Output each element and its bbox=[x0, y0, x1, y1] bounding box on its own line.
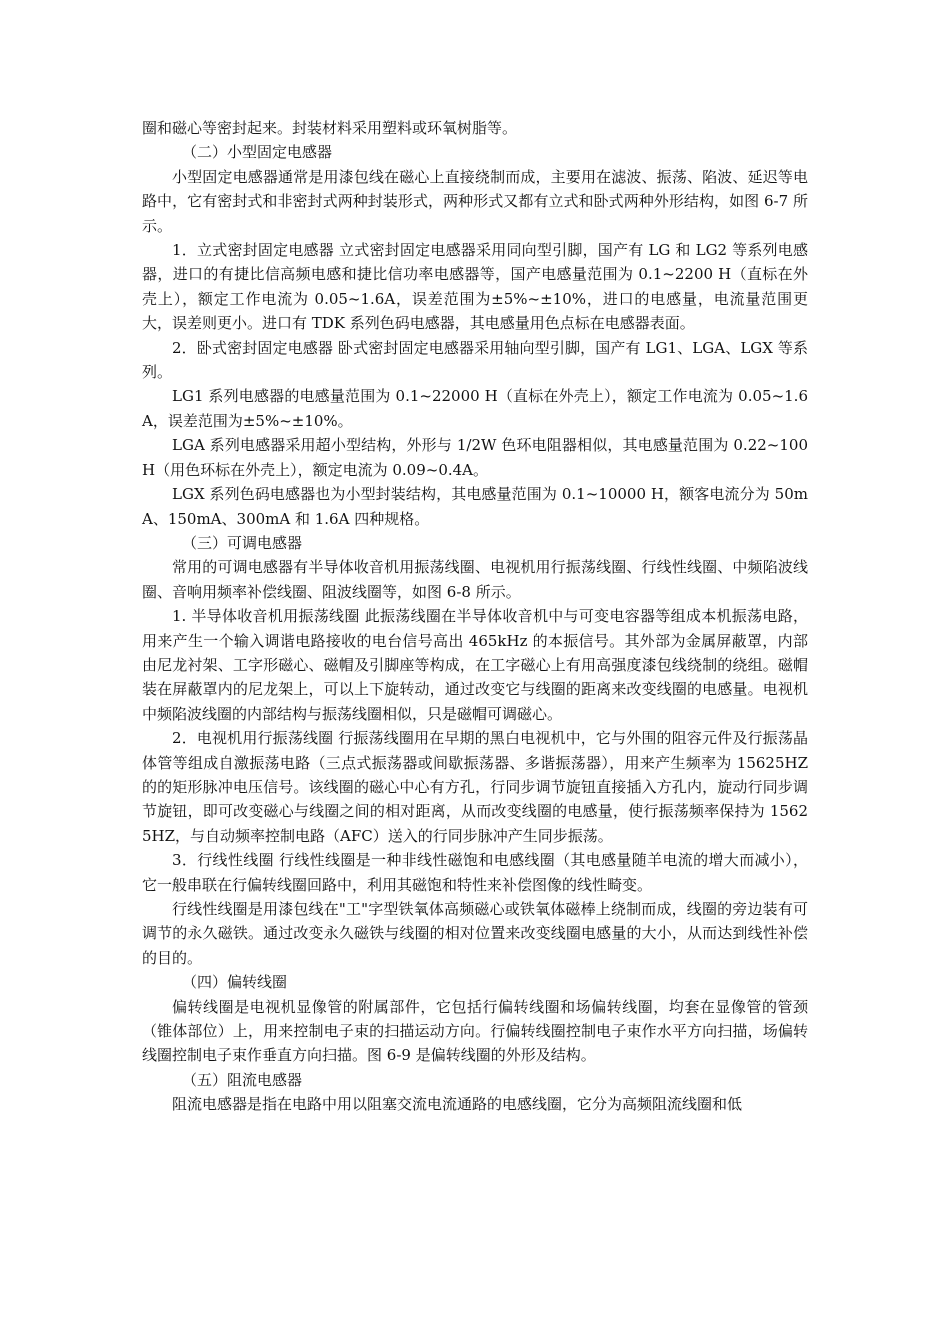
paragraph-deflection-coil: 偏转线圈是电视机显像管的附属部件，它包括行偏转线圈和场偏转线圈，均套在显像管的管颈（锥体部位）上，用来控制电子束的扫描运动方向。行偏转线圈控制电子束作水平方向扫描，场偏转线圈控制电子束作垂直方向扫描。图 6-9 是偏转线圈的外形及结构。 bbox=[142, 997, 808, 1065]
paragraph-small-fixed-intro: 小型固定电感器通常是用漆包线在磁心上直接绕制而成，主要用在滤波、振荡、陷波、延迟等电路中，它有密封式和非密封式两种封装形式，两种形式又都有立式和卧式两种外形结构，如图 6-7 所示。 bbox=[142, 167, 808, 235]
section-heading-small-fixed-inductor: （二）小型固定电感器 bbox=[182, 143, 333, 162]
paragraph-tv-horizontal-oscillator: 2．电视机用行振荡线圈 行振荡线圈用在早期的黑白电视机中，它与外围的阻容元件及行振荡晶体管等组成自激振荡电路（三点式振荡器或间歇振荡器、多谐振荡器），用来产生频率为 15625HZ 的的矩形脉冲电压信号。该线圈的磁心中心有方孔，行同步调节旋钮直接插入方孔内，旋动行同步调节旋钮，即可改变磁心与线圈之间的相对距离，从而改变线圈的电感量，使行振荡频率保持为 15625HZ，与自动频率控制电路（AFC）送入的行同步脉冲产生同步振荡。 bbox=[142, 729, 808, 845]
paragraph-linearity-coil: 3．行线性线圈 行线性线圈是一种非线性磁饱和电感线圈（其电感量随羊电流的增大而减小），它一般串联在行偏转线圈回路中，利用其磁饱和特性来补偿图像的线性畸变。 bbox=[142, 851, 808, 894]
paragraph-adjustable-intro: 常用的可调电感器有半导体收音机用振荡线圈、电视机用行振荡线圈、行线性线圈、中频陷波线圈、音响用频率补偿线圈、阻波线圈等，如图 6-8 所示。 bbox=[142, 558, 808, 601]
paragraph-vertical-sealed: 1．立式密封固定电感器 立式密封固定电感器采用同向型引脚，国产有 LG 和 LG2 等系列电感器，进口的有捷比信高频电感和捷比信功率电感器等，国产电感量范围为 0.1~2200 H（直标在外壳上），额定工作电流为 0.05~1.6A，误差范围为±5%~±10%，进口的电感量，电流量范围更大，误差则更小。进口有 TDK 系列色码电感器，其电感量用色点标在电感器表面。 bbox=[142, 241, 808, 333]
paragraph-lg1-series: LG1 系列电感器的电感量范围为 0.1~22000 H（直标在外壳上），额定工作电流为 0.05~1.6A，误差范围为±5%~±10%。 bbox=[142, 387, 808, 430]
paragraph-radio-oscillator-coil: 1. 半导体收音机用振荡线圈 此振荡线圈在半导体收音机中与可变电容器等组成本机振荡电路，用来产生一个输入调谐电路接收的电台信号高出 465kHz 的本振信号。其外部为金属屏蔽罩，内部由尼龙衬架、工字形磁心、磁帽及引脚座等构成，在工字磁心上有用高强度漆包线绕制的绕组。磁帽装在屏蔽罩内的尼龙架上，可以上下旋转动，通过改变它与线圈的距离来改变线圈的电感量。电视机中频陷波线圈的内部结构与振荡线圈相似，只是磁帽可调磁心。 bbox=[142, 607, 808, 723]
paragraph-linearity-coil-construction: 行线性线圈是用漆包线在"工"字型铁氧体高频磁心或铁氧体磁棒上绕制而成，线圈的旁边装有可调节的永久磁铁。通过改变永久磁铁与线圈的相对位置来改变线圈电感量的大小，从而达到线性补偿的目的。 bbox=[142, 900, 808, 967]
paragraph-lga-series: LGA 系列电感器采用超小型结构，外形与 1/2W 色环电阻器相似，其电感量范围为 0.22~100 H（用色环标在外壳上），额定电流为 0.09~0.4A。 bbox=[142, 436, 808, 479]
paragraph-choke-inductor: 阻流电感器是指在电路中用以阻塞交流电流通路的电感线圈，它分为高频阻流线圈和低 bbox=[172, 1095, 743, 1114]
paragraph-lgx-series: LGX 系列色码电感器也为小型封装结构，其电感量范围为 0.1~10000 H，额客电流分为 50mA、150mA、300mA 和 1.6A 四种规格。 bbox=[142, 485, 808, 528]
paragraph-continuation: 圈和磁心等密封起来。封装材料采用塑料或环氧树脂等。 bbox=[142, 119, 518, 137]
section-heading-choke-inductor: （五）阻流电感器 bbox=[182, 1070, 303, 1089]
paragraph-horizontal-sealed: 2．卧式密封固定电感器 卧式密封固定电感器采用轴向型引脚，国产有 LG1、LGA、LGX 等系列。 bbox=[142, 338, 808, 382]
section-heading-adjustable-inductor: （三）可调电感器 bbox=[182, 533, 303, 552]
document-body bbox=[142, 116, 808, 1117]
section-heading-deflection-coil: （四）偏转线圈 bbox=[182, 973, 288, 992]
